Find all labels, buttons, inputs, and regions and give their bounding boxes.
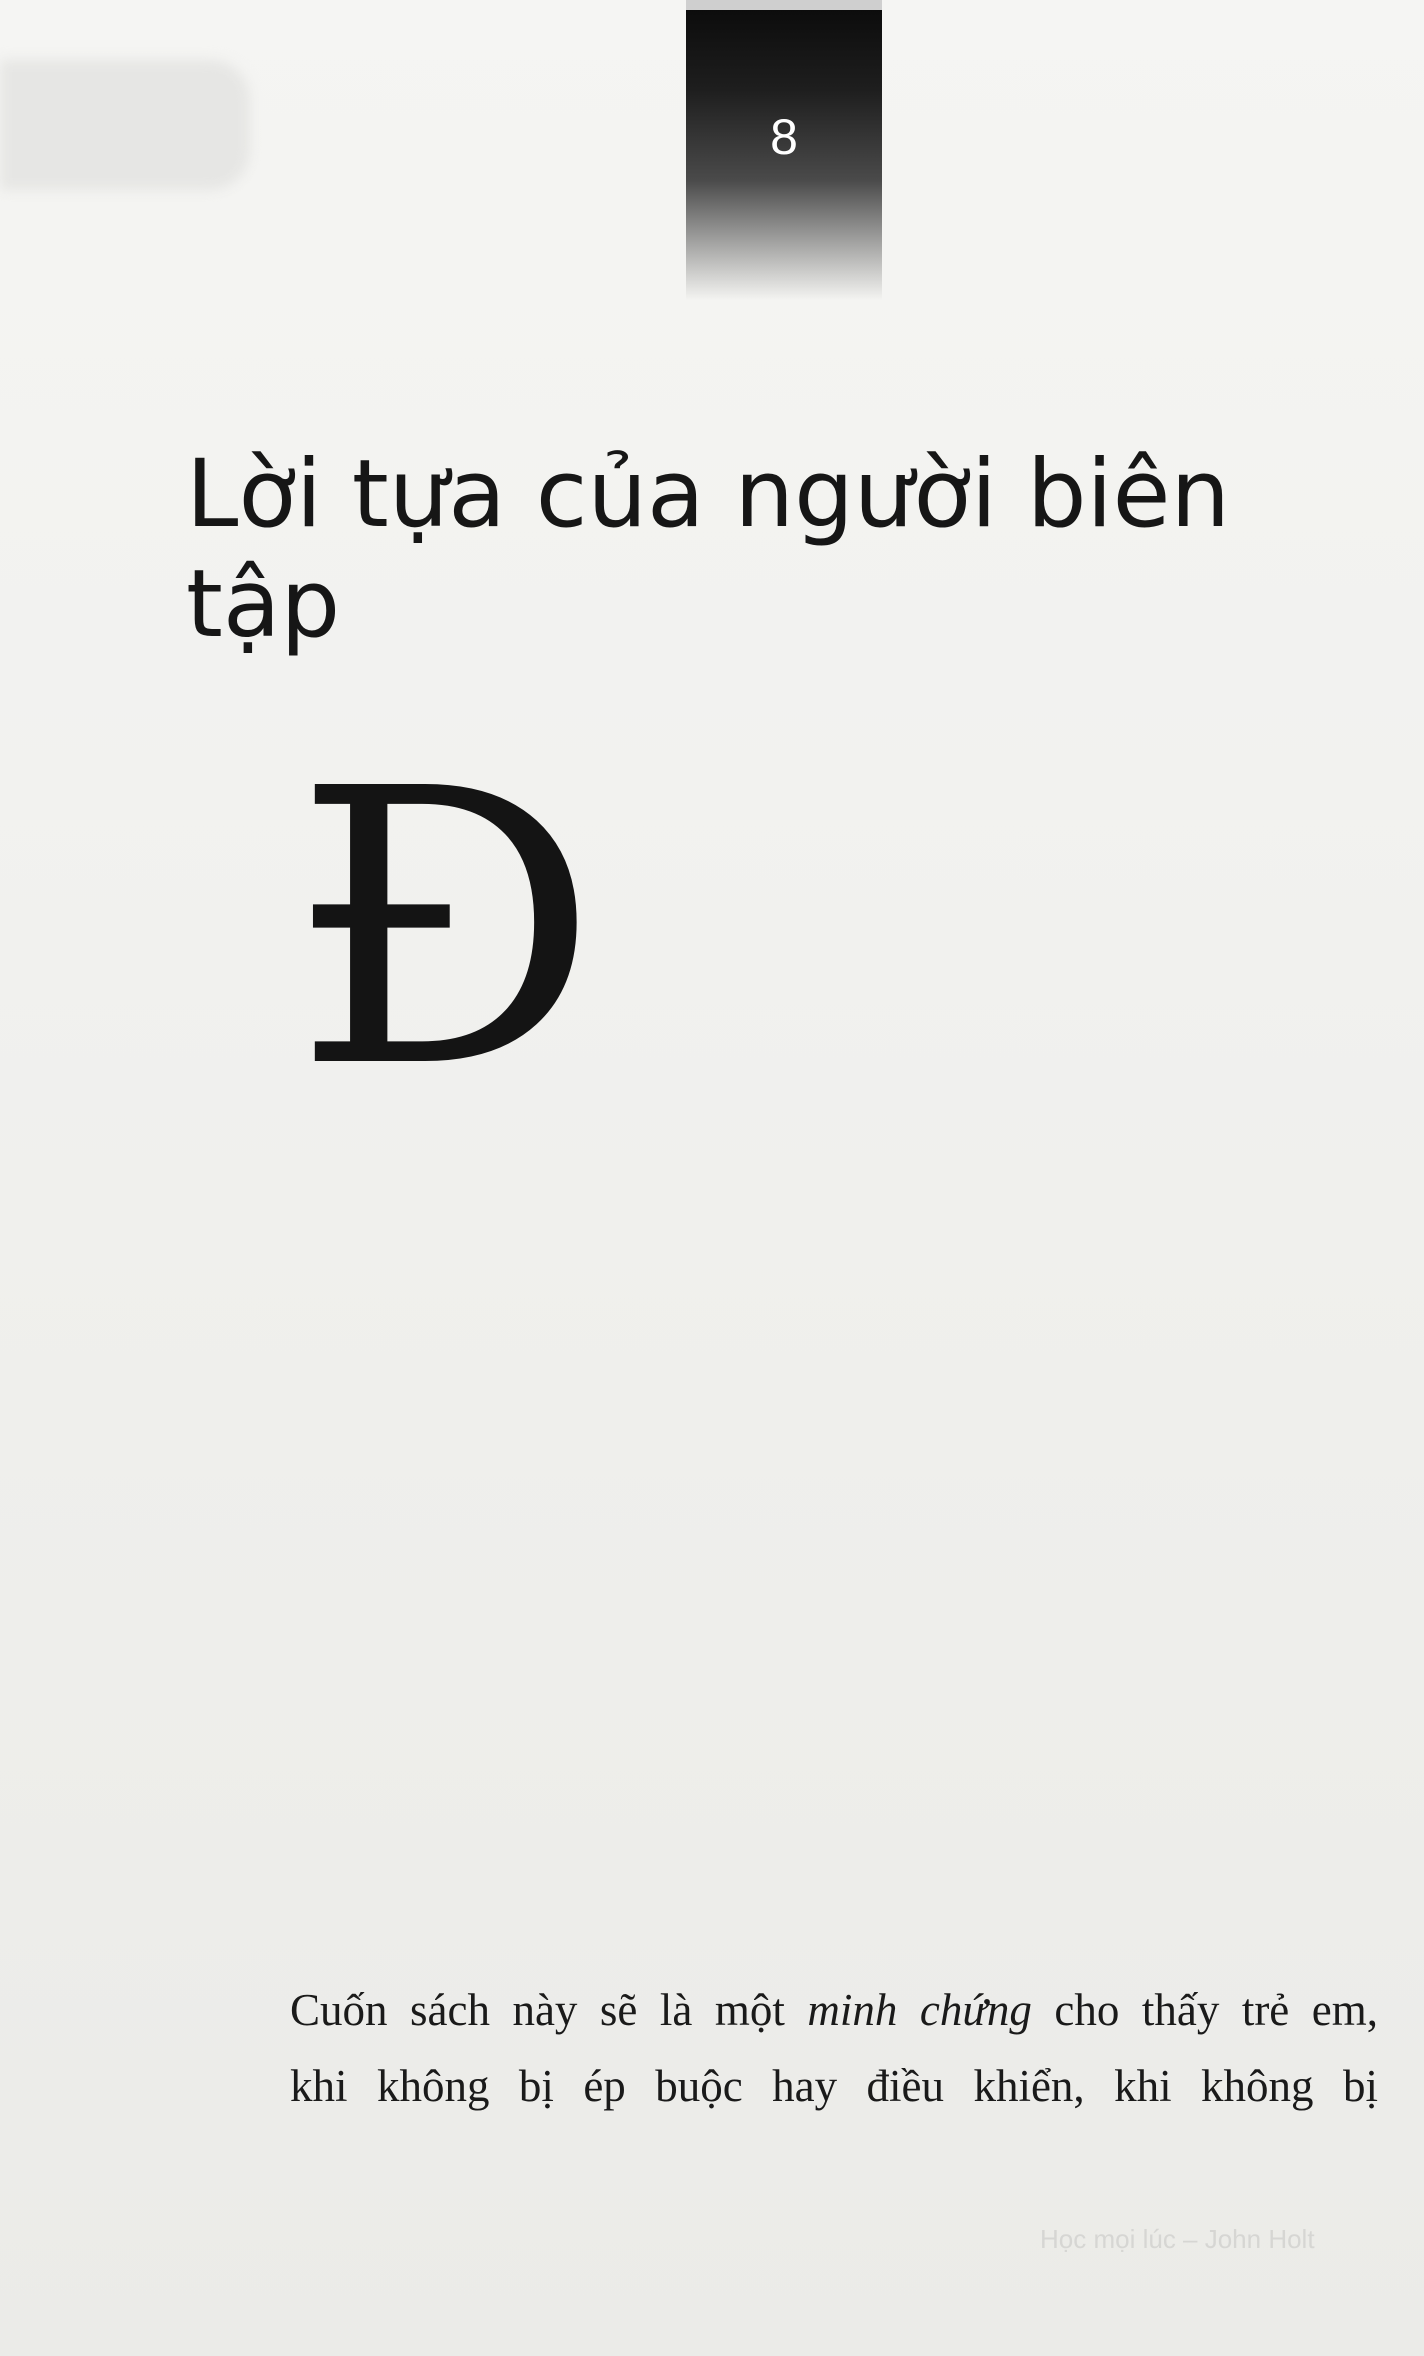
- page-number-tab: [686, 0, 882, 300]
- tab-notch: [686, 0, 882, 10]
- drop-cap-letter: Đ: [292, 708, 599, 1151]
- quote-line: [290, 1972, 1378, 2048]
- quote-emphasis: minh chứng: [807, 1985, 1032, 2035]
- scan-shadow: [0, 60, 250, 190]
- page-number: 8: [770, 109, 798, 165]
- quote-line: khi không bị ép buộc hay điều khiển, khi không bị: [290, 2061, 1378, 2111]
- quote-text: Cuốn sách này sẽ là một: [290, 1985, 808, 2035]
- bleed-through-footer: Học mọi lúc – John Holt: [1040, 2224, 1315, 2254]
- chapter-title: Lời tựa của người biên tập: [186, 440, 1231, 659]
- quote-text: cho thấy trẻ em,: [1031, 1985, 1378, 2035]
